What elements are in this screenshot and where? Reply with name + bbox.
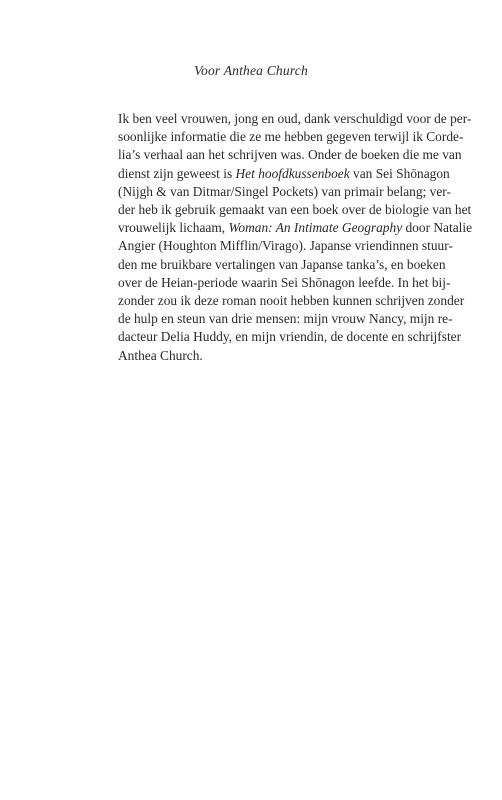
text-line xyxy=(118,237,453,255)
text-line xyxy=(118,292,465,310)
text-line xyxy=(118,347,386,365)
acknowledgements-paragraph xyxy=(118,110,473,365)
text-run: der heb ik gebruik gemaakt van een boek over de biologie van het xyxy=(118,202,472,218)
text-run: dienst zijn geweest is xyxy=(118,165,236,181)
dedication: Voor Anthea Church xyxy=(194,63,308,78)
text-line xyxy=(118,310,453,328)
text-run: door Natalie xyxy=(402,220,473,236)
text-run: Angier (Houghton Mifflin/Virago). Japanse vriendinnen stuur- xyxy=(118,238,453,254)
text-run: lia’s verhaal aan het schrijven was. Onder de boeken die me van xyxy=(118,147,462,163)
text-run: over de Heian-periode waarin Sei Shōnagon leefde. In het bij- xyxy=(118,274,451,290)
text-line xyxy=(118,165,450,183)
text-run: Ik ben veel vrouwen, jong en oud, dank verschuldigd voor de per- xyxy=(118,111,472,126)
text-run: zonder zou ik deze roman nooit hebben kunnen schrijven zonder xyxy=(118,293,465,309)
text-line xyxy=(118,201,472,219)
book-title: Woman: An Intimate Geography xyxy=(228,220,403,236)
text-run: dacteur Delia Huddy, en mijn vriendin, de docente en schrijfster xyxy=(118,329,462,345)
text-run: van Sei Shōnagon xyxy=(349,165,450,181)
text-run: (Nijgh & van Ditmar/Singel Pockets) van primair belang; ver- xyxy=(118,183,451,199)
book-title: Het hoofdkussenboek xyxy=(235,165,350,181)
text-line xyxy=(118,328,462,346)
text-line xyxy=(118,128,464,146)
text-run: den me bruikbare vertalingen van Japanse tanka’s, en boeken xyxy=(118,256,446,272)
text-run: vrouwelijk lichaam, xyxy=(118,220,229,236)
text-line xyxy=(118,274,451,292)
text-run: de hulp en steun van drie mensen: mijn vrouw Nancy, mijn re- xyxy=(118,311,453,327)
text-line xyxy=(118,146,462,164)
text-run: Anthea Church. xyxy=(118,347,203,363)
text-line xyxy=(118,110,472,128)
text-line xyxy=(118,183,451,201)
text-run: soonlijke informatie die ze me hebben gegeven terwijl ik Corde- xyxy=(118,129,464,145)
text-line xyxy=(118,256,446,274)
text-line xyxy=(118,219,473,237)
